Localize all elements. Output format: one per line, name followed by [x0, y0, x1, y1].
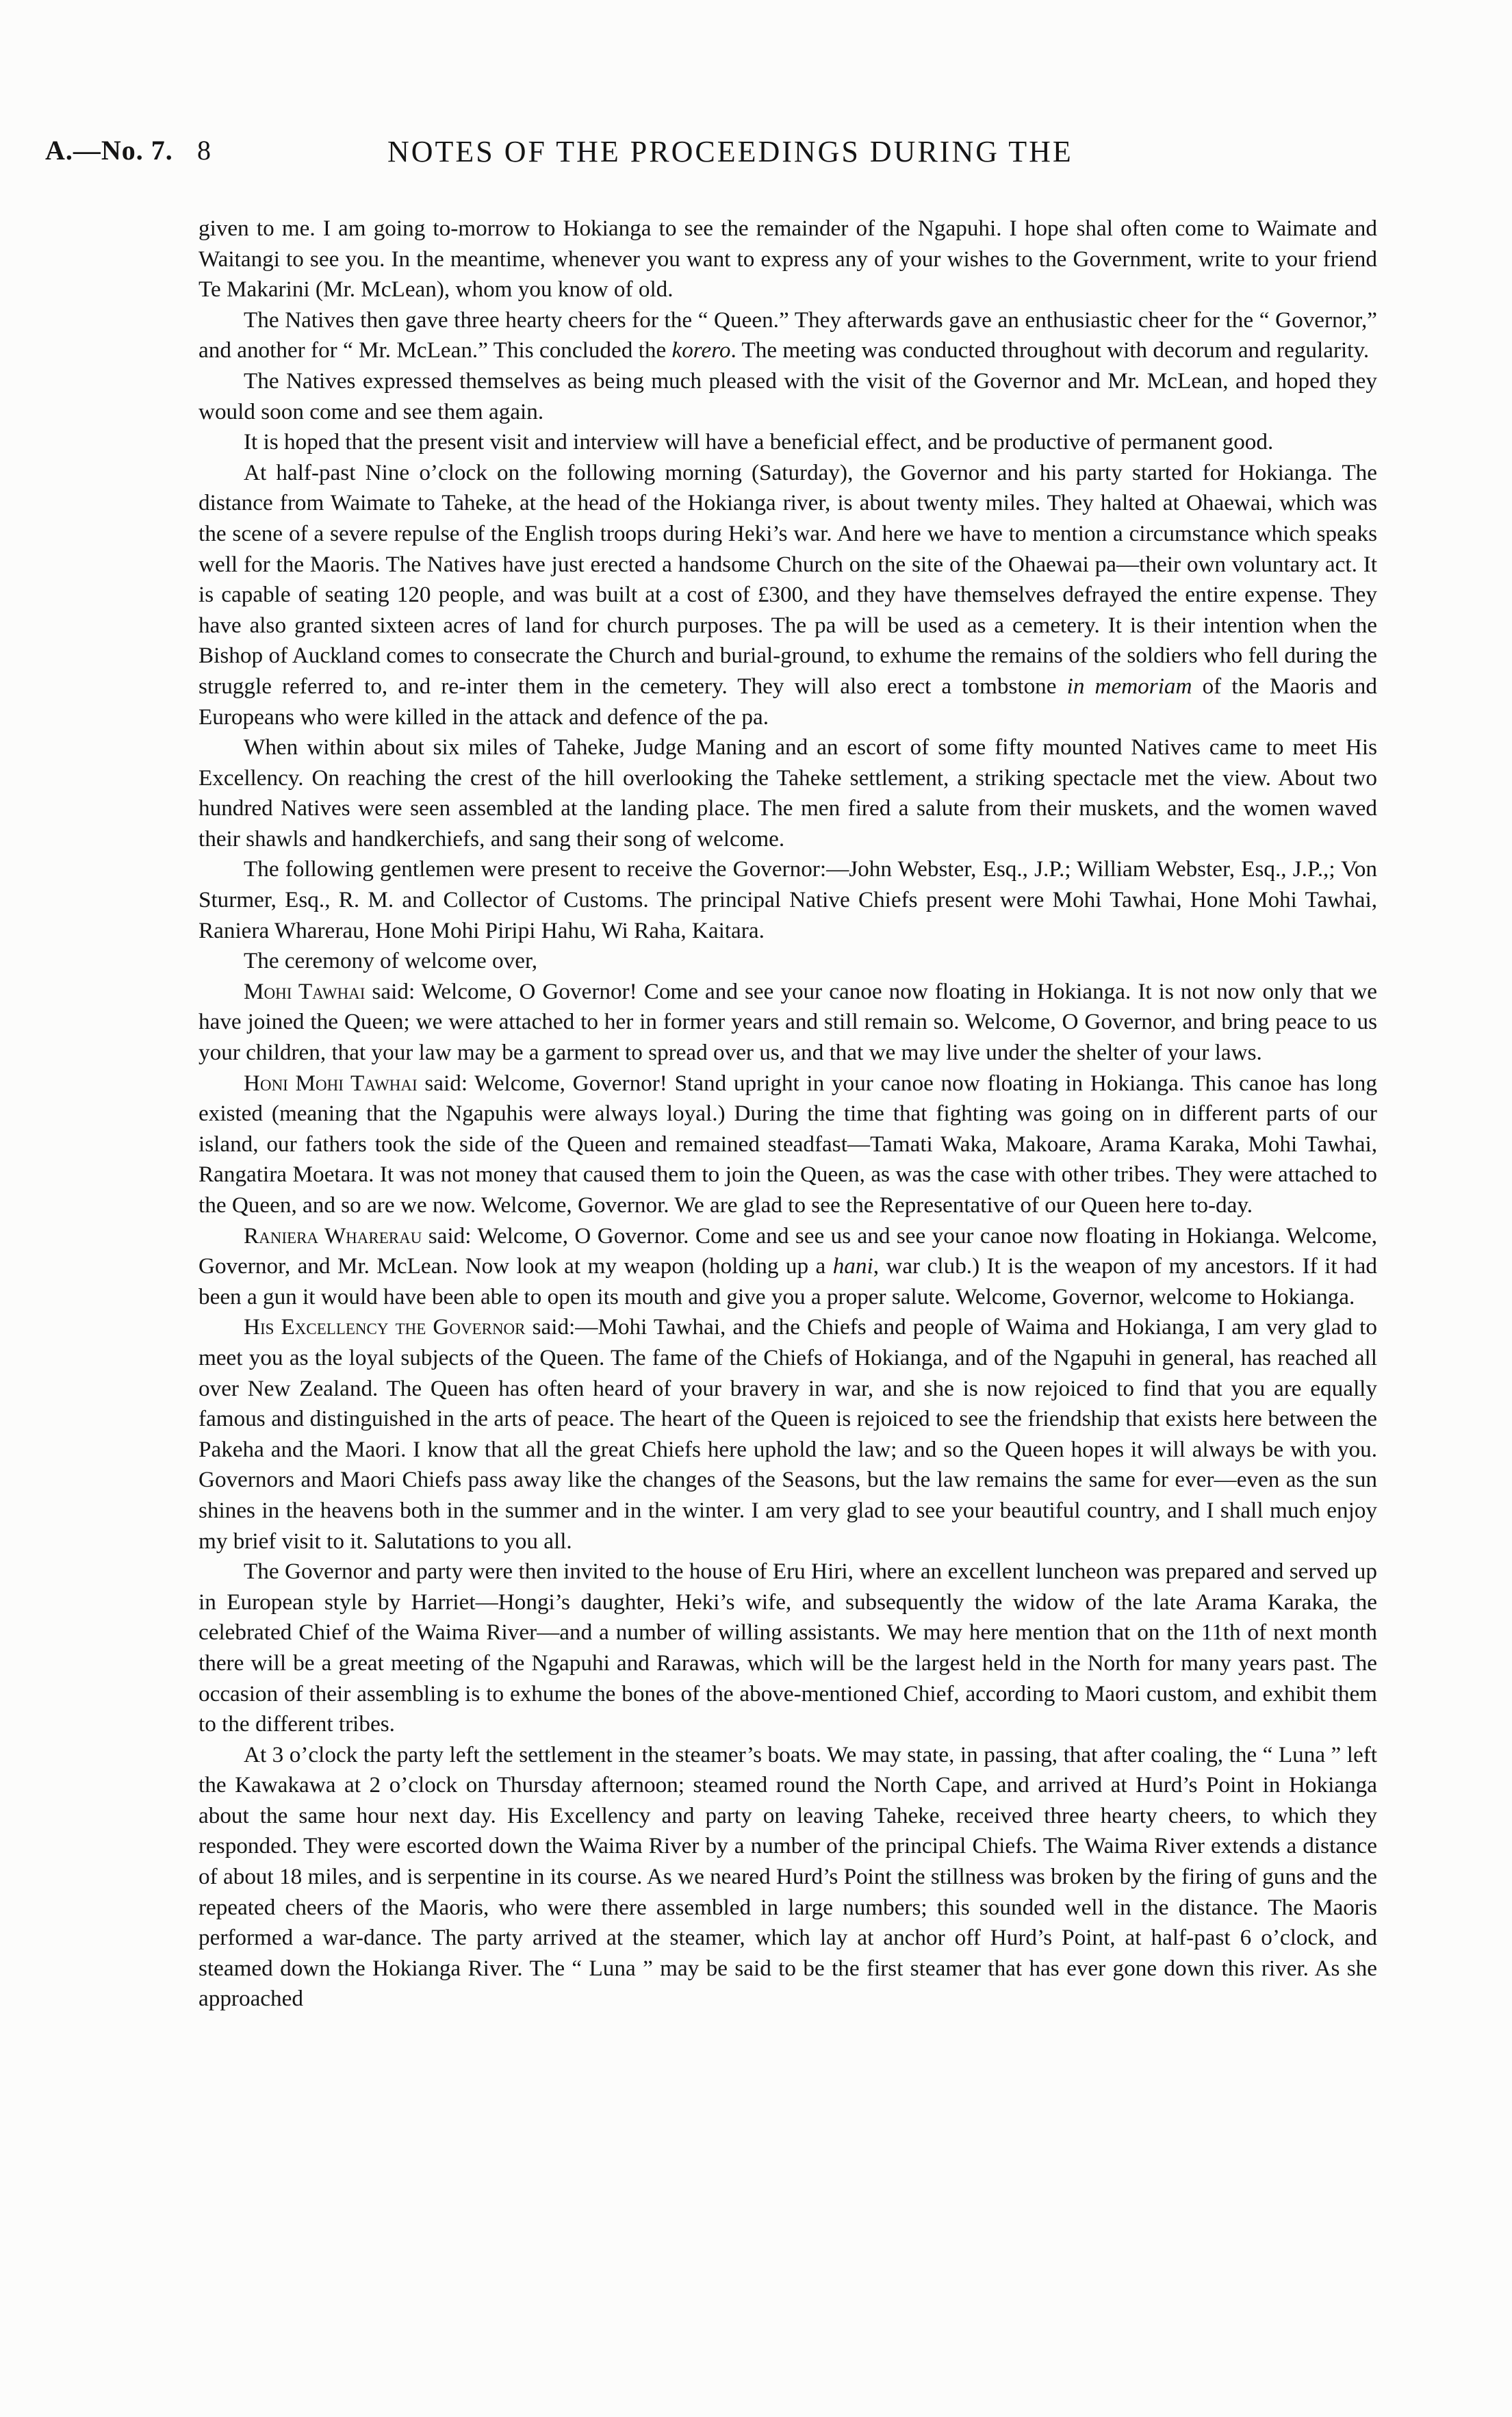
paragraph: The following gentlemen were present to receive the Governor:—John Webster, Esq., J.P.; William Webster, Esq., J.P.,; Von Sturmer, Esq., R. M. and Collector of Customs. The principal Native Chiefs present were Mohi Tawhai, Hone Mohi Tawhai, Raniera Wharerau, Hone Mohi Piripi Hahu, Wi Raha, Kaitara. [198, 856, 1377, 943]
speech-paragraph: Mohi Tawhai said: Welcome, O Governor! Come and see your canoe now floating in Hokianga. It is not now only that we have joined the Queen; we were attached to her in former years and still remain so. Welcome, O Governor, and bring peace to us your children, that your law may be a garment to spread over us, and that we may live under the shelter of your laws. [198, 978, 1377, 1066]
speech-paragraph: Honi Mohi Tawhai said: Welcome, Governor! Stand upright in your canoe now floating in Hokianga. This canoe has long existed (meaning that the Ngapuhis were always loyal.) During the time that fighting was going on in different parts of our island, our fathers took the side of the Queen and remained steadfast—Tamati Waka, Makoare, Arama Karaka, Mohi Tawhai, Rangatira Moetara. It was not money that caused them to join the Queen, as was the case with other tribes. They were attached to the Queen, and so are we now. Welcome, Governor. We are glad to see the Representative of our Queen here to-day. [198, 1070, 1377, 1218]
body-text [198, 214, 1377, 2015]
speaker-name: Raniera Wharerau [244, 1223, 422, 1249]
page-number: 8 [197, 135, 211, 166]
paragraph: The Natives then gave three hearty cheers for the “ Queen.” They afterwards gave an enthusiastic cheer for the “ Governor,” and another for “ Mr. McLean.” This concluded the korero. The meeting was conducted throughout with decorum and regularity. [198, 307, 1377, 363]
paragraph: The ceremony of welcome over, [244, 948, 537, 974]
paragraph: At 3 o’clock the party left the settlement in the steamer’s boats. We may state, in passing, that after coaling, the “ Luna ” left the Kawakawa at 2 o’clock on Thursday afternoon; steamed round the North Cape, and arrived at Hurd’s Point in Hokianga about the same hour next day. His Excellency and party on leaving Taheke, received three hearty cheers, to which they responded. They were escorted down the Waima River by a number of the principal Chiefs. The Waima River extends a distance of about 18 miles, and is serpentine in its course. As we neared Hurd’s Point the stillness was broken by the firing of guns and the repeated cheers of the Maoris, who were there assembled in large numbers; this sounded well in the distance. The Maoris performed a war-dance. The party arrived at the steamer, which lay at anchor off Hurd’s Point, at half-past 6 o’clock, and steamed down the Hokianga River. The “ Luna ” may be said to be the first steamer that has ever gone down this river. As she approached [198, 1741, 1377, 2012]
speaker-name: Mohi Tawhai [244, 978, 366, 1004]
speaker-name: His Excellency the Governor [244, 1314, 526, 1340]
speaker-name: Honi Mohi Tawhai [244, 1070, 418, 1096]
paragraph: When within about six miles of Taheke, Judge Maning and an escort of some fifty mounted Natives came to meet His Excellency. On reaching the crest of the hill overlooking the Taheke settlement, a striking spectacle met the view. About two hundred Natives were seen assembled at the landing place. The men fired a salute from their muskets, and the women waved their shawls and handkerchiefs, and sang their song of welcome. [198, 734, 1377, 852]
paragraph: It is hoped that the present visit and interview will have a beneficial effect, and be productive of permanent good. [244, 429, 1274, 455]
speech-paragraph: His Excellency the Governor said:—Mohi Tawhai, and the Chiefs and people of Waima and Hokianga, I am very glad to meet you as the loyal subjects of the Queen. The fame of the Chiefs of Hokianga, and of the Ngapuhi in general, has reached all over New Zealand. The Queen has often heard of your bravery in war, and she is now rejoiced to find that you are equally famous and distinguished in the arts of peace. The heart of the Queen is rejoiced to see the friendship that exists here between the Pakeha and the Maori. I know that all the great Chiefs here uphold the law; and so the Queen hopes it will always be with you. Governors and Maori Chiefs pass away like the changes of the Seasons, but the law remains the same for ever—even as the sun shines in the heavens both in the summer and in the winter. I am very glad to see your beautiful country, and I shall much enjoy my brief visit to it. Salutations to you all. [198, 1314, 1377, 1554]
paragraph: The Governor and party were then invited to the house of Eru Hiri, where an excellent luncheon was prepared and served up in European style by Harriet—Hongi’s daughter, Heki’s wife, and subsequently the widow of the late Arama Karaka, the celebrated Chief of the Waima River—and a number of willing assistants. We may here mention that on the 11th of next month there will be a great meeting of the Ngapuhi and Rarawas, which will be the largest held in the North for many years past. The occasion of their assembling is to exhume the bones of the above-mentioned Chief, according to Maori custom, and exhibit them to the different tribes. [198, 1559, 1377, 1737]
running-title: NOTES OF THE PROCEEDINGS DURING THE [387, 135, 1073, 168]
paragraph: The Natives expressed themselves as being much pleased with the visit of the Governor and Mr. McLean, and hoped they would soon come and see them again. [198, 368, 1377, 424]
document-reference: A.—No. 7. [45, 135, 173, 166]
paragraph: At half-past Nine o’clock on the following morning (Saturday), the Governor and his party started for Hokianga. The distance from Waimate to Taheke, at the head of the Hokianga river, is about twenty miles. They halted at Ohaewai, which was the scene of a severe repulse of the English troops during Heki’s war. And here we have to mention a circumstance which speaks well for the Maoris. The Natives have just erected a handsome Church on the site of the Ohaewai pa—their own voluntary act. It is capable of seating 120 people, and was built at a cost of £300, and they have themselves defrayed the entire expense. They have also granted sixteen acres of land for church purposes. The pa will be used as a cemetery. It is their intention when the Bishop of Auckland comes to consecrate the Church and burial-ground, to exhume the remains of the soldiers who fell during the struggle referred to, and re-inter them in the cemetery. They will also erect a tombstone in memoriam of the Maoris and Europeans who were killed in the attack and defence of the pa. [198, 459, 1377, 730]
speech-paragraph: Raniera Wharerau said: Welcome, O Governor. Come and see us and see your canoe now floating in Hokianga. Welcome, Governor, and Mr. McLean. Now look at my weapon (holding up a hani, war club.) It is the weapon of my ancestors. If it had been a gun it would have been able to open its mouth and give you a proper salute. Welcome, Governor, welcome to Hokianga. [198, 1223, 1377, 1309]
running-head [45, 134, 1373, 175]
paragraph: given to me. I am going to-morrow to Hokianga to see the remainder of the Ngapuhi. I hope shal often come to Waimate and Waitangi to see you. In the meantime, whenever you want to express any of your wishes to the Government, write to your friend Te Makarini (Mr. McLean), whom you know of old. [198, 216, 1377, 303]
